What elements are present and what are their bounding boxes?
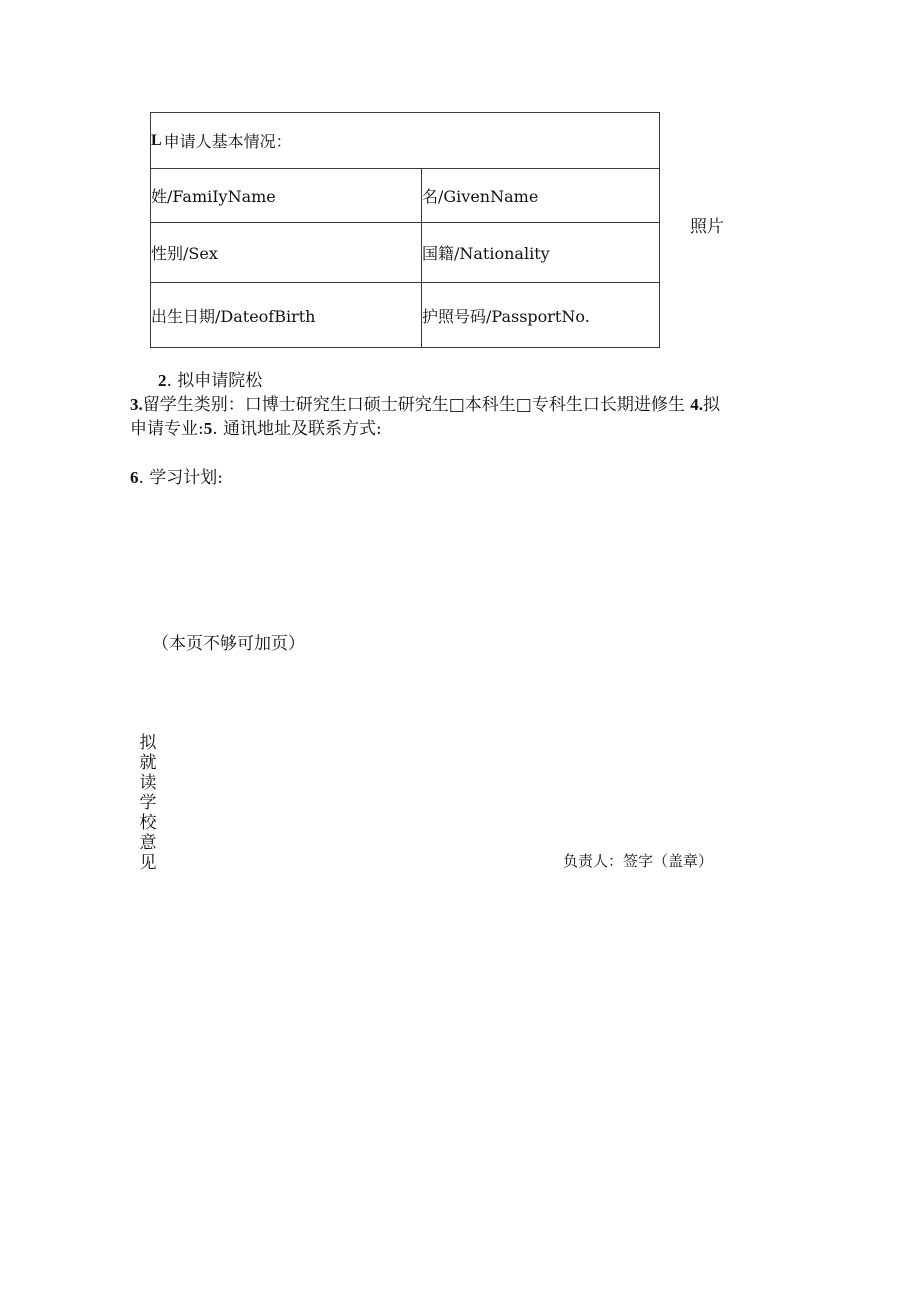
signature-line: 负责人：签字（盖章）	[563, 852, 714, 870]
school-opinion-char: 校	[139, 813, 157, 833]
section-4-5-line	[130, 414, 382, 439]
section-3-text[interactable]: 留学生类别：口博士研究生口硕士研究生□本科生□专科生口长期进修生	[142, 395, 685, 415]
add-page-note: （本页不够可加页）	[152, 634, 305, 654]
applicant-info-table	[150, 112, 660, 348]
school-opinion-label	[138, 733, 158, 873]
given-name-field[interactable]: 名/GivenName	[421, 169, 661, 222]
section-6-study-plan	[130, 463, 223, 488]
school-opinion-char: 见	[139, 853, 157, 873]
school-opinion-char: 意	[139, 833, 157, 853]
header-prefix: L	[151, 131, 162, 149]
section-2-number: 2	[158, 371, 167, 390]
section-4-text-start: 拟	[703, 395, 721, 415]
sex-field[interactable]: 性别/Sex	[151, 244, 218, 263]
header-label: 申请人基本情况：	[163, 132, 292, 151]
section-5-number: 5	[203, 419, 213, 438]
section-6-number: 6	[130, 468, 139, 487]
section-2-intended-institution	[158, 366, 262, 391]
table-header-row	[151, 113, 659, 169]
section-4-text: 申请专业:	[130, 419, 204, 439]
table-row-sex	[151, 223, 659, 283]
nationality-field[interactable]: 国籍/Nationality	[421, 223, 661, 282]
section-2-text: . 拟申请院松	[166, 371, 263, 391]
passport-number-field[interactable]: 护照号码/PassportNo.	[421, 283, 661, 348]
section-6-text: . 学习计划:	[138, 468, 224, 488]
school-opinion-char: 学	[139, 793, 157, 813]
family-name-field[interactable]: 姓/FamiIyName	[151, 187, 276, 206]
section-3-student-type	[130, 390, 720, 415]
photo-label: 照片	[690, 217, 724, 237]
school-opinion-char: 拟	[139, 733, 157, 753]
school-opinion-char: 读	[139, 773, 157, 793]
date-of-birth-field[interactable]: 出生日期/DateofBirth	[151, 307, 316, 326]
section-4-number: 4.	[690, 395, 704, 414]
section-5-text: . 通讯地址及联系方式:	[212, 419, 382, 439]
table-row-name	[151, 169, 659, 223]
section-3-number: 3.	[130, 395, 143, 414]
table-row-birth	[151, 283, 659, 348]
school-opinion-char: 就	[139, 753, 157, 773]
table-header	[151, 113, 292, 168]
